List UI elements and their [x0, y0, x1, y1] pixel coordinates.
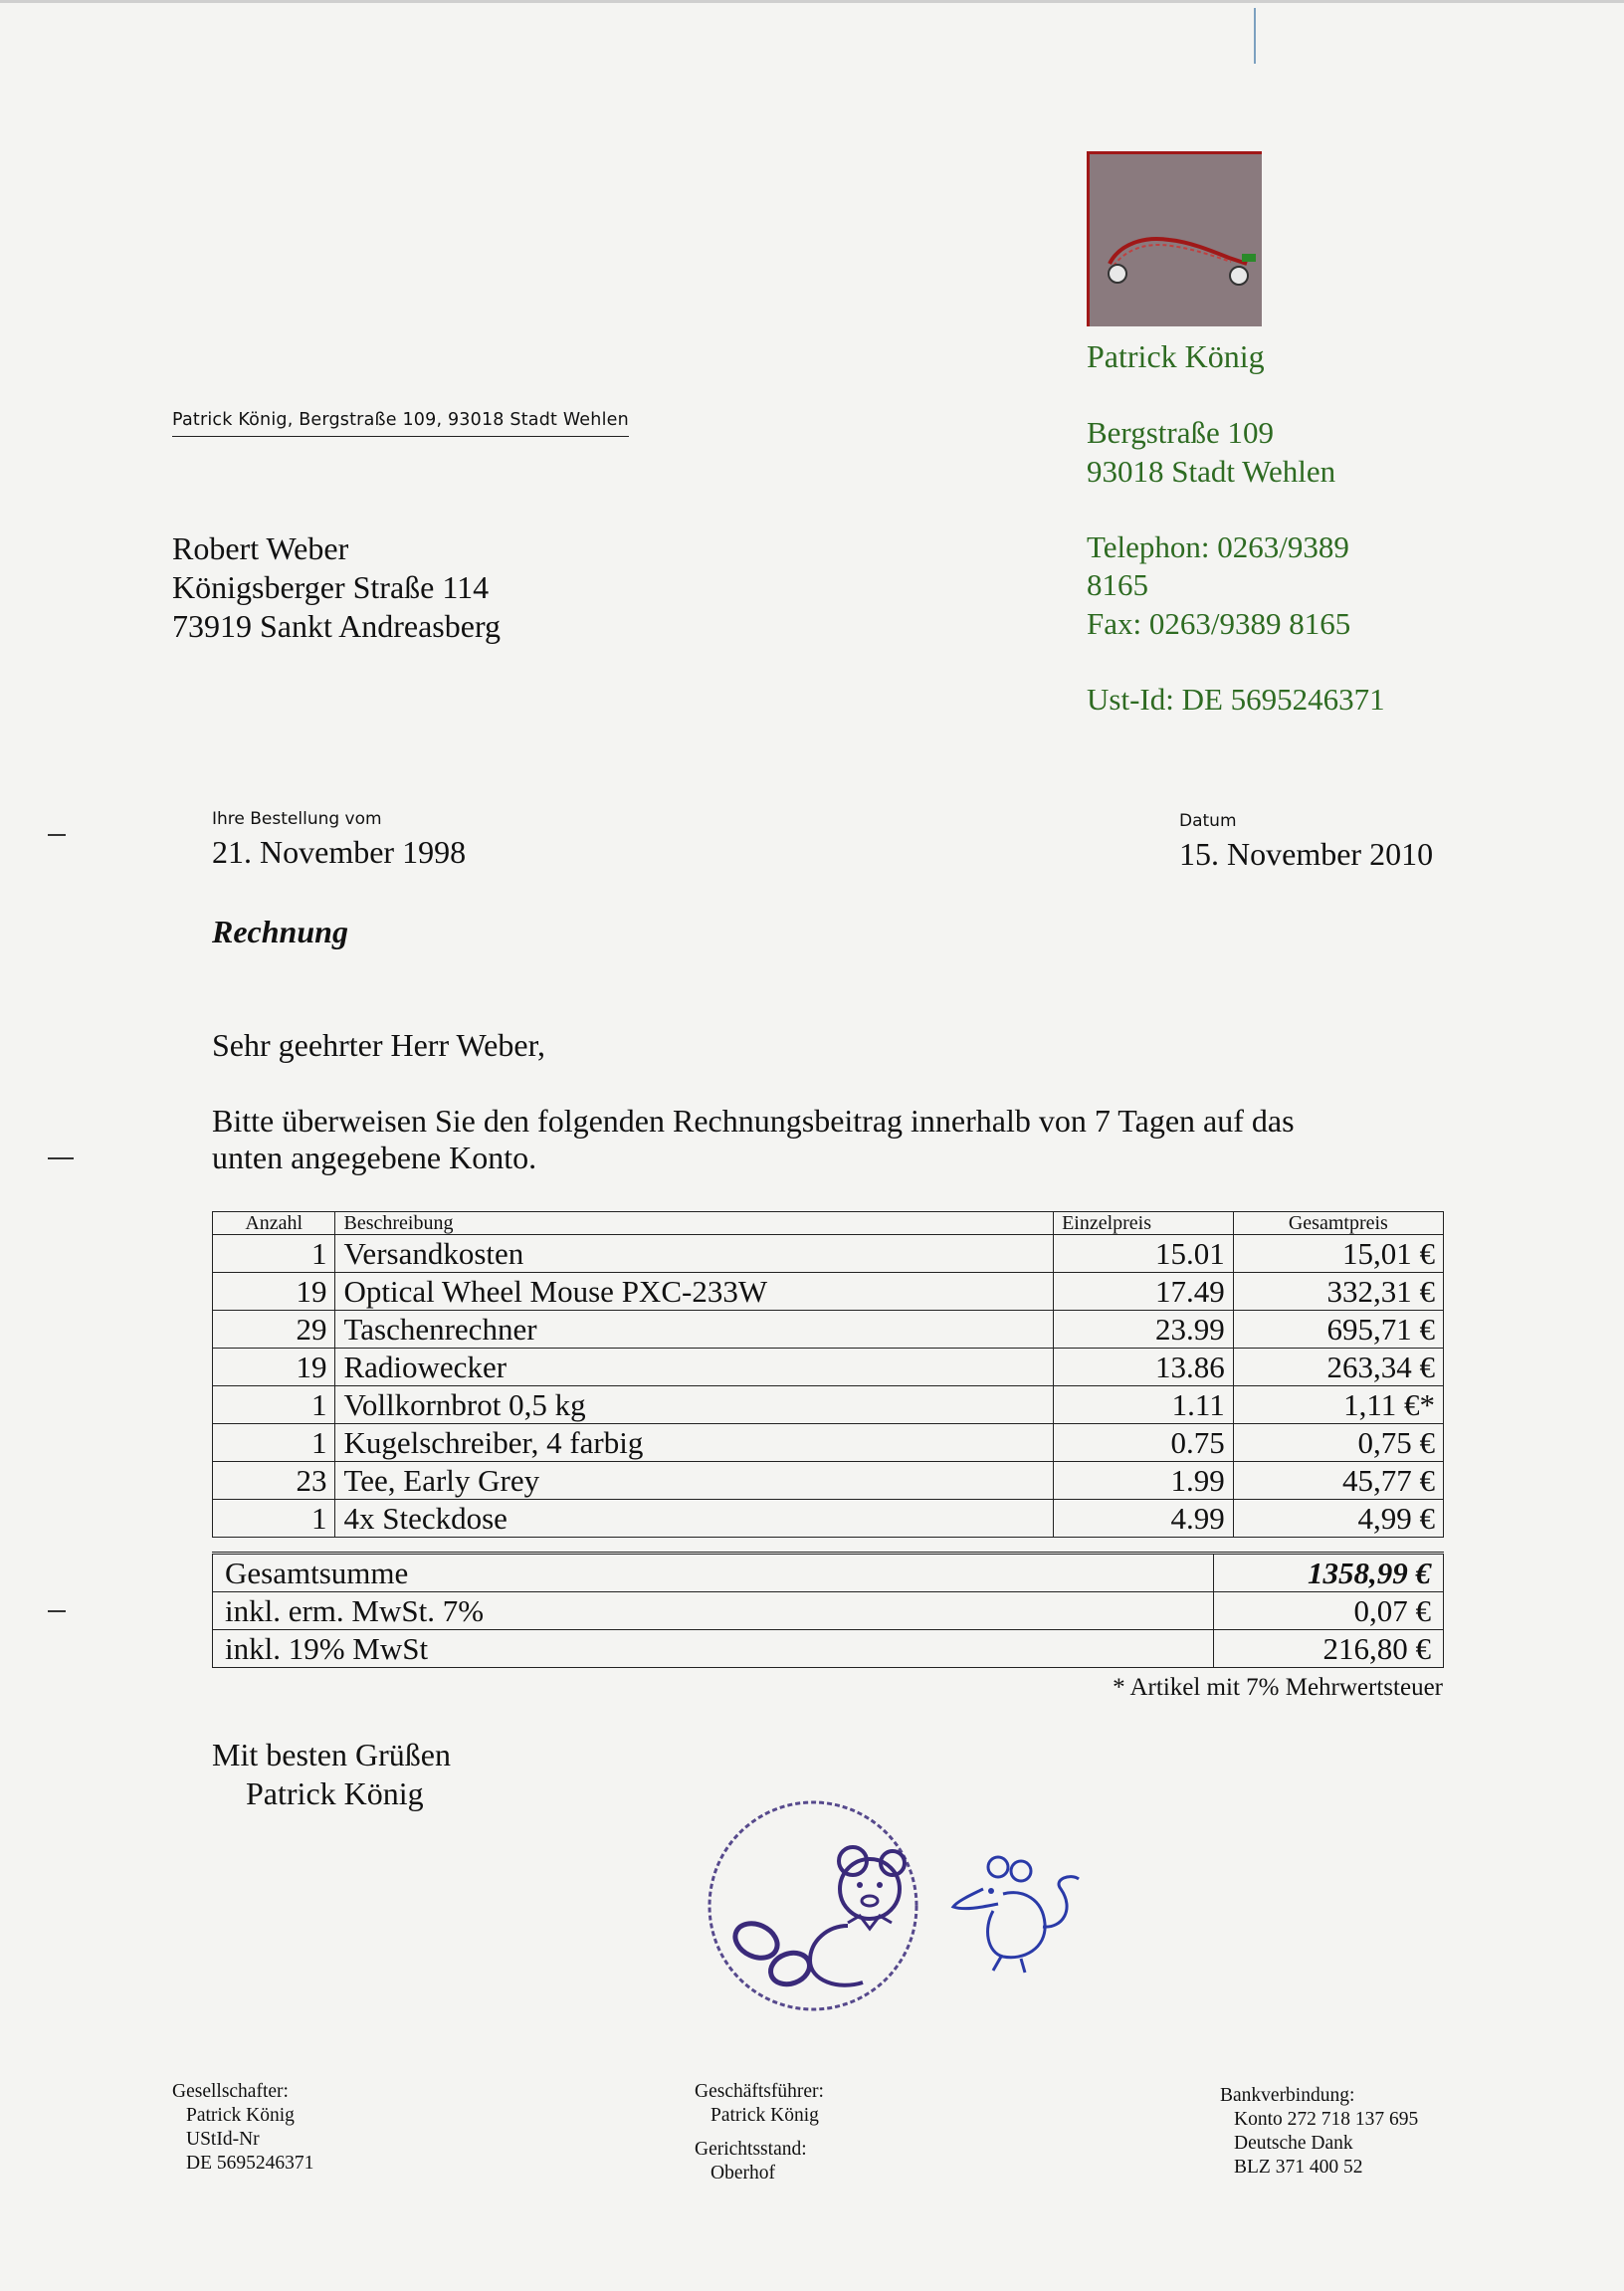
header-description: Beschreibung — [335, 1212, 1054, 1235]
table-row — [213, 1311, 1444, 1349]
row-description: Tee, Early Grey — [335, 1462, 1054, 1500]
table-row — [213, 1462, 1444, 1500]
row-qty: 1 — [213, 1500, 335, 1538]
footer-bank — [1220, 2084, 1418, 2180]
row-total-price: 45,77 € — [1233, 1462, 1443, 1500]
recipient-name: Robert Weber — [172, 530, 349, 566]
teddy-bear-stamp — [699, 1791, 927, 2025]
company-phone-cont: 8165 — [1087, 567, 1148, 602]
table-header-row — [213, 1212, 1444, 1235]
footer-management-name: Patrick König — [710, 2105, 819, 2126]
header-qty: Anzahl — [213, 1212, 335, 1235]
vat19-row — [213, 1630, 1444, 1668]
recipient-address — [172, 529, 501, 646]
header-unit-price: Einzelpreis — [1054, 1212, 1234, 1235]
footer-bank-title: Bankverbindung: — [1220, 2085, 1355, 2106]
mouse-stamp — [943, 1849, 1083, 1983]
row-description: Kugelschreiber, 4 farbig — [335, 1424, 1054, 1462]
car-logo-graphic — [1090, 154, 1262, 326]
footer-court-title: Gerichtsstand: — [695, 2139, 807, 2160]
footnote: * Artikel mit 7% Mehrwertsteuer — [1113, 1674, 1443, 1701]
row-total-price: 15,01 € — [1233, 1235, 1443, 1273]
row-total-price: 1,11 €* — [1233, 1386, 1443, 1424]
order-date-label: Ihre Bestellung vom — [212, 809, 382, 829]
vat7-label: inkl. erm. MwSt. 7% — [213, 1592, 1214, 1630]
invoice-items-table — [212, 1211, 1444, 1538]
row-unit-price: 15.01 — [1054, 1235, 1234, 1273]
signature: Patrick König — [246, 1775, 424, 1811]
company-phone: Telephon: 0263/9389 — [1087, 529, 1349, 564]
page-top-border — [0, 0, 1624, 3]
footer-ustid-value: DE 5695246371 — [186, 2153, 314, 2174]
footer-partners-name: Patrick König — [186, 2105, 295, 2126]
recipient-city: 73919 Sankt Andreasberg — [172, 608, 502, 644]
footer-bank-name: Deutsche Dank — [1234, 2133, 1353, 2154]
row-description: Versandkosten — [335, 1235, 1054, 1273]
total-sum-value: 1358,99 € — [1214, 1554, 1444, 1592]
company-city: 93018 Stadt Wehlen — [1087, 454, 1336, 489]
company-ust-id: Ust-Id: DE 5695246371 — [1087, 682, 1385, 717]
table-row — [213, 1500, 1444, 1538]
fold-mark-2 — [48, 1610, 66, 1612]
footer-management — [695, 2080, 824, 2186]
footer-bank-account: Konto 272 718 137 695 — [1234, 2109, 1419, 2130]
row-description: Radiowecker — [335, 1349, 1054, 1386]
row-qty: 1 — [213, 1386, 335, 1424]
vat7-row — [213, 1592, 1444, 1630]
footer-ustid-label: UStId-Nr — [186, 2129, 260, 2150]
row-qty: 19 — [213, 1273, 335, 1311]
row-total-price: 332,31 € — [1233, 1273, 1443, 1311]
body-line-1: Bitte überweisen Sie den folgenden Rechnungsbeitrag innerhalb von 7 Tagen auf das — [212, 1103, 1295, 1139]
header-total-price: Gesamtpreis — [1233, 1212, 1443, 1235]
salutation: Sehr geehrter Herr Weber, — [212, 1027, 545, 1063]
body-text — [212, 1103, 1295, 1176]
company-name: Patrick König — [1087, 338, 1265, 374]
document-title: Rechnung — [212, 914, 348, 949]
row-unit-price: 23.99 — [1054, 1311, 1234, 1349]
vat19-label: inkl. 19% MwSt — [213, 1630, 1214, 1668]
row-unit-price: 1.11 — [1054, 1386, 1234, 1424]
row-unit-price: 13.86 — [1054, 1349, 1234, 1386]
row-description: 4x Steckdose — [335, 1500, 1054, 1538]
order-date: 21. November 1998 — [212, 834, 467, 870]
footer-partners-title: Gesellschafter: — [172, 2081, 289, 2102]
fold-mark-1 — [48, 834, 66, 836]
row-unit-price: 1.99 — [1054, 1462, 1234, 1500]
vat19-value: 216,80 € — [1214, 1630, 1444, 1668]
row-total-price: 4,99 € — [1233, 1500, 1443, 1538]
footer-management-title: Geschäftsführer: — [695, 2081, 824, 2102]
total-sum-row — [213, 1554, 1444, 1592]
row-unit-price: 0.75 — [1054, 1424, 1234, 1462]
vat7-value: 0,07 € — [1214, 1592, 1444, 1630]
row-description: Taschenrechner — [335, 1311, 1054, 1349]
company-logo — [1087, 151, 1262, 326]
invoice-totals-table — [212, 1552, 1444, 1668]
mouse-icon — [943, 1849, 1083, 1979]
teddy-bear-icon — [699, 1791, 927, 2020]
footer-partners — [172, 2080, 313, 2176]
total-sum-label: Gesamtsumme — [213, 1554, 1214, 1592]
body-line-2: unten angegebene Konto. — [212, 1140, 537, 1175]
table-row — [213, 1273, 1444, 1311]
row-total-price: 263,34 € — [1233, 1349, 1443, 1386]
table-row — [213, 1235, 1444, 1273]
recipient-street: Königsberger Straße 114 — [172, 569, 490, 605]
row-qty: 19 — [213, 1349, 335, 1386]
closing: Mit besten Grüßen — [212, 1737, 451, 1772]
company-street: Bergstraße 109 — [1087, 415, 1274, 450]
row-total-price: 0,75 € — [1233, 1424, 1443, 1462]
row-description: Optical Wheel Mouse PXC-233W — [335, 1273, 1054, 1311]
sender-return-address: Patrick König, Bergstraße 109, 93018 Stadt Wehlen — [172, 410, 629, 437]
table-row — [213, 1349, 1444, 1386]
company-fax: Fax: 0263/9389 8165 — [1087, 606, 1351, 641]
row-qty: 1 — [213, 1235, 335, 1273]
row-total-price: 695,71 € — [1233, 1311, 1443, 1349]
invoice-date: 15. November 2010 — [1179, 836, 1434, 872]
row-qty: 1 — [213, 1424, 335, 1462]
table-row — [213, 1386, 1444, 1424]
row-unit-price: 17.49 — [1054, 1273, 1234, 1311]
punch-mark — [48, 1157, 74, 1159]
row-unit-price: 4.99 — [1054, 1500, 1234, 1538]
footer-bank-code: BLZ 371 400 52 — [1234, 2157, 1363, 2178]
row-qty: 29 — [213, 1311, 335, 1349]
footer-court-value: Oberhof — [710, 2163, 775, 2184]
fold-mark-top — [1254, 8, 1256, 64]
row-qty: 23 — [213, 1462, 335, 1500]
row-description: Vollkornbrot 0,5 kg — [335, 1386, 1054, 1424]
table-row — [213, 1424, 1444, 1462]
invoice-date-label: Datum — [1179, 811, 1237, 831]
